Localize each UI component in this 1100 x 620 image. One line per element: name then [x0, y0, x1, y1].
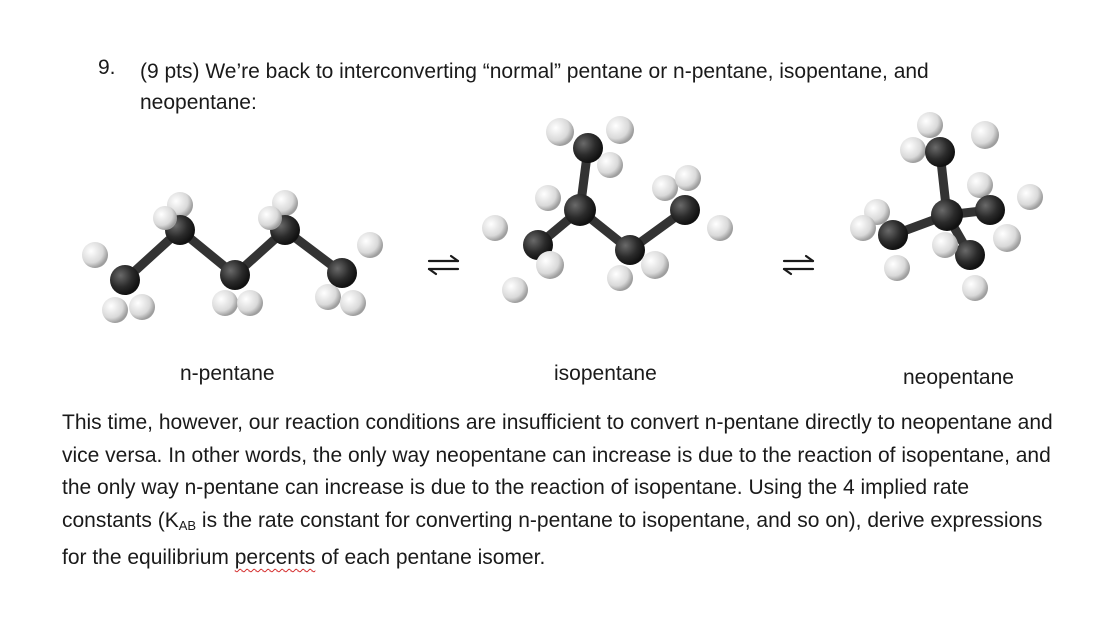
body-text-part-2: is the rate constant for converting n-pentane to isopentane, and so on), derive expressions for the equilibrium	[62, 508, 1043, 569]
neopentane-molecule-image	[835, 100, 1060, 315]
neopentane-label: neopentane	[903, 366, 1014, 389]
n-pentane-label: n-pentane	[180, 362, 275, 385]
body-text-part-3: of each pentane isomer.	[315, 546, 546, 569]
spellcheck-flagged-word[interactable]: percents	[234, 546, 316, 569]
isopentane-label: isopentane	[554, 362, 657, 385]
body-text-part-1: This time, however, our reaction conditions are insufficient to convert n-pentane directly to neopentane and vice versa. In other words, the only way neopentane can increase is due to the reaction of isopentane, and the only way n-pentane can increase is due to the reaction of isopentane. Using the 4 implied rate constants (K	[62, 411, 1053, 532]
n-pentane-molecule-image	[70, 185, 390, 335]
isopentane-molecule-image	[470, 110, 750, 320]
question-body-paragraph	[62, 407, 1062, 575]
equilibrium-arrow-icon	[781, 254, 817, 276]
question-line-2: neopentane:	[140, 91, 257, 114]
rate-constant-subscript: AB	[178, 517, 197, 533]
equilibrium-arrow-icon	[426, 254, 462, 276]
question-number: 9.	[98, 56, 116, 79]
question-line-1: (9 pts) We’re back to interconverting “normal” pentane or n-pentane, isopentane, and	[140, 60, 929, 83]
